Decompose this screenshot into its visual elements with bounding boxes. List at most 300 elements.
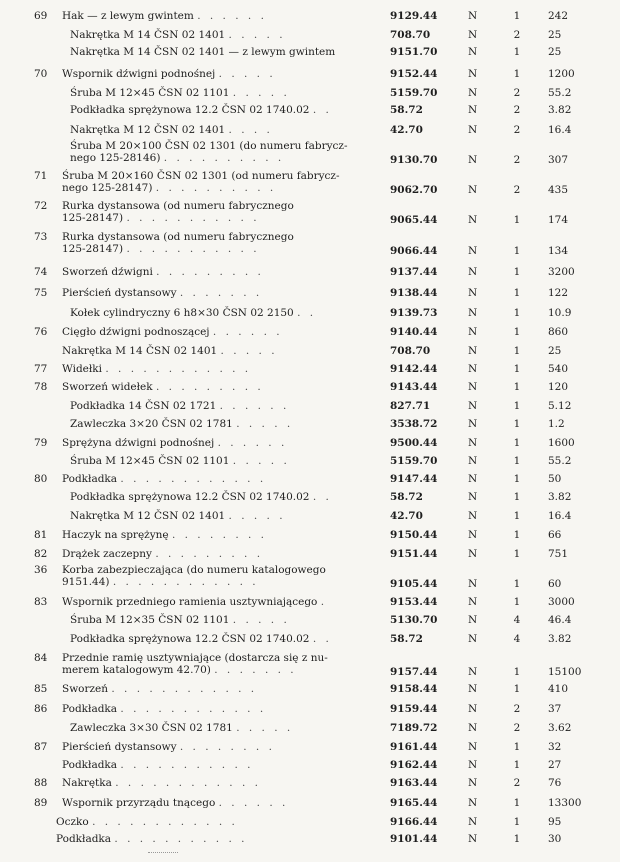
- part-name-text: Korba zabezpieczająca (do numeru katalogowego: [62, 564, 326, 576]
- mass-value: 3200: [548, 266, 575, 278]
- quantity: 2: [513, 104, 521, 116]
- quantity: 1: [513, 245, 521, 257]
- part-name: [70, 104, 332, 116]
- part-name: [62, 683, 257, 695]
- catalog-number: 58.72: [390, 104, 423, 116]
- part-name-text: Podkładka sprężynowa 12.2 ČSN 02 1740.02: [70, 104, 310, 116]
- item-number: 36: [34, 564, 48, 576]
- part-name: [62, 200, 294, 224]
- part-name: [70, 633, 332, 645]
- quantity: 1: [513, 437, 521, 449]
- leader-dots: . . . . . .: [218, 797, 289, 809]
- part-name-text: Śruba M 20×160 ČSN 02 1301 (od numeru fabrycz-: [62, 170, 340, 182]
- part-name-text: Nakrętka M 14 ČSN 02 1401: [62, 345, 218, 357]
- mass-value: 751: [548, 548, 569, 560]
- quantity: 1: [513, 596, 521, 608]
- unit-code: N: [468, 437, 478, 449]
- part-name: [70, 140, 348, 164]
- leader-dots: . . . . . . . . . .: [155, 182, 277, 194]
- mass-value: 37: [548, 703, 562, 715]
- item-number: 71: [34, 170, 48, 182]
- quantity: 1: [513, 307, 521, 319]
- catalog-number: 9101.44: [390, 833, 438, 845]
- unit-code: N: [468, 184, 478, 196]
- unit-code: N: [468, 529, 478, 541]
- part-name: [62, 381, 264, 393]
- leader-dots: . . . . . . . . . . . .: [120, 703, 267, 715]
- leader-dots: . . . . .: [232, 455, 290, 467]
- item-number: 82: [34, 548, 48, 560]
- unit-code: N: [468, 245, 478, 257]
- unit-code: N: [468, 614, 478, 626]
- unit-code: N: [468, 816, 478, 828]
- quantity: 1: [513, 816, 521, 828]
- unit-code: N: [468, 722, 478, 734]
- part-name: [62, 703, 266, 715]
- leader-dots: . .: [312, 633, 332, 645]
- item-number: 76: [34, 326, 48, 338]
- mass-value: 27: [548, 759, 562, 771]
- unit-code: N: [468, 326, 478, 338]
- item-number: 79: [34, 437, 48, 449]
- leader-dots: . . . . . . . . .: [155, 381, 264, 393]
- mass-value: 76: [548, 777, 562, 789]
- unit-code: N: [468, 345, 478, 357]
- quantity: 1: [513, 326, 521, 338]
- mass-value: 860: [548, 326, 569, 338]
- unit-code: N: [468, 418, 478, 430]
- catalog-number: 9105.44: [390, 578, 438, 590]
- mass-value: 66: [548, 529, 562, 541]
- part-name-text: Drążek zaczepny: [62, 548, 152, 560]
- part-name-text: Podkładka: [56, 833, 112, 845]
- part-name: [62, 170, 340, 194]
- mass-value: 410: [548, 683, 569, 695]
- unit-code: N: [468, 510, 478, 522]
- quantity: 2: [513, 29, 521, 41]
- unit-code: N: [468, 633, 478, 645]
- item-number: 80: [34, 473, 48, 485]
- unit-code: N: [468, 381, 478, 393]
- item-number: 72: [34, 200, 48, 212]
- unit-code: N: [468, 124, 478, 136]
- leader-dots: . . . . . . . . .: [156, 266, 264, 278]
- unit-code: N: [468, 46, 478, 58]
- part-name-text: Nakrętka M 14 ČSN 02 1401 — z lewym gwintem: [70, 46, 336, 58]
- leader-dots: . .: [297, 307, 317, 319]
- part-name: [56, 816, 238, 828]
- part-name: [70, 29, 286, 41]
- part-name: [62, 68, 276, 80]
- unit-code: N: [468, 400, 478, 412]
- quantity: 1: [513, 759, 521, 771]
- unit-code: N: [468, 491, 478, 503]
- leader-dots: . . . . . . . . . . . .: [112, 576, 259, 588]
- part-name-text: Nakrętka M 12 ČSN 02 1401: [70, 124, 226, 136]
- part-name-text: Haczyk na sprężynę: [62, 529, 169, 541]
- part-name: [56, 833, 248, 845]
- part-name-text: Zawleczka 3×20 ČSN 02 1781: [70, 418, 233, 430]
- quantity: 2: [513, 703, 521, 715]
- leader-dots: . . . . .: [228, 510, 286, 522]
- unit-code: N: [468, 307, 478, 319]
- unit-code: N: [468, 287, 478, 299]
- leader-dots: . . . . . .: [219, 400, 290, 412]
- mass-value: 50: [548, 473, 562, 485]
- item-number: 70: [34, 68, 48, 80]
- part-name-text: Śruba M 12×35 ČSN 02 1101: [70, 614, 230, 626]
- mass-value: 10.9: [548, 307, 572, 319]
- item-number: 88: [34, 777, 48, 789]
- part-name-text: Zawleczka 3×30 ČSN 02 1781: [70, 722, 233, 734]
- part-name: [62, 345, 278, 357]
- unit-code: N: [468, 266, 478, 278]
- catalog-number: 9138.44: [390, 287, 438, 299]
- part-name: [62, 741, 275, 753]
- part-name: [70, 455, 290, 467]
- part-name-text: Rurka dystansowa (od numeru fabrycznego: [62, 231, 294, 243]
- mass-value: 32: [548, 741, 562, 753]
- quantity: 1: [513, 529, 521, 541]
- unit-code: N: [468, 363, 478, 375]
- catalog-number: 9142.44: [390, 363, 438, 375]
- catalog-number: 5130.70: [390, 614, 438, 626]
- part-name-text: Podkładka: [62, 473, 118, 485]
- part-name: [70, 124, 273, 136]
- catalog-number: 9139.73: [390, 307, 438, 319]
- part-name-text: Śruba M 20×100 ČSN 02 1301 (do numeru fabrycz-: [70, 140, 348, 152]
- unit-code: N: [468, 833, 478, 845]
- part-name-text: Wspornik dźwigni podnośnej: [62, 68, 216, 80]
- part-name-text: Podkładka 14 ČSN 02 1721: [70, 400, 217, 412]
- quantity: 2: [513, 154, 521, 166]
- part-name: [62, 652, 328, 676]
- part-name-text: Sworzeń: [62, 683, 109, 695]
- leader-dots: . . . . .: [220, 345, 278, 357]
- leader-dots: . . . . . . . . . . .: [120, 759, 254, 771]
- page-footer-mark: [148, 852, 178, 856]
- part-name-text: Podkładka sprężynowa 12.2 ČSN 02 1740.02: [70, 633, 310, 645]
- quantity: 1: [513, 10, 521, 22]
- quantity: 1: [513, 491, 521, 503]
- mass-value: 25: [548, 29, 562, 41]
- part-name: [62, 548, 263, 560]
- mass-value: 46.4: [548, 614, 572, 626]
- quantity: 1: [513, 473, 521, 485]
- unit-code: N: [468, 473, 478, 485]
- catalog-number: 9062.70: [390, 184, 438, 196]
- part-name-text: Nakrętka M 12 ČSN 02 1401: [70, 510, 226, 522]
- mass-value: 5.12: [548, 400, 572, 412]
- part-name-continuation: nego 125-28146): [70, 152, 161, 164]
- leader-dots: . . . . . . . . . . . .: [115, 777, 262, 789]
- item-number: 89: [34, 797, 48, 809]
- quantity: 1: [513, 833, 521, 845]
- catalog-number: 9500.44: [390, 437, 438, 449]
- quantity: 1: [513, 46, 521, 58]
- mass-value: 3000: [548, 596, 575, 608]
- unit-code: N: [468, 777, 478, 789]
- catalog-number: 58.72: [390, 491, 423, 503]
- quantity: 4: [513, 633, 521, 645]
- mass-value: 3.82: [548, 104, 572, 116]
- part-name: [62, 266, 264, 278]
- catalog-number: 9152.44: [390, 68, 438, 80]
- leader-dots: . . . . . . . .: [179, 741, 275, 753]
- part-name: [70, 307, 316, 319]
- catalog-number: 9150.44: [390, 529, 438, 541]
- leader-dots: . . . . . . . . . . . .: [105, 363, 252, 375]
- leader-dots: . . . . . . . . . . . .: [92, 816, 238, 828]
- catalog-number: 9161.44: [390, 741, 438, 753]
- catalog-number: 708.70: [390, 345, 431, 357]
- part-name-text: Sprężyna dźwigni podnośnej: [62, 437, 215, 449]
- unit-code: N: [468, 214, 478, 226]
- unit-code: N: [468, 759, 478, 771]
- mass-value: 60: [548, 578, 562, 590]
- catalog-number: 5159.70: [390, 455, 438, 467]
- catalog-number: 9140.44: [390, 326, 438, 338]
- part-name: [62, 529, 267, 541]
- unit-code: N: [468, 596, 478, 608]
- quantity: 2: [513, 124, 521, 136]
- quantity: 1: [513, 68, 521, 80]
- catalog-number: 9065.44: [390, 214, 438, 226]
- part-name-text: Śruba M 12×45 ČSN 02 1101: [70, 87, 230, 99]
- catalog-number: 42.70: [390, 124, 423, 136]
- part-name-continuation: 125-28147): [62, 243, 124, 255]
- part-name-text: Cięgło dźwigni podnoszącej: [62, 326, 210, 338]
- quantity: 1: [513, 287, 521, 299]
- part-name-text: Widełki: [62, 363, 103, 375]
- part-name-text: Rurka dystansowa (od numeru fabrycznego: [62, 200, 294, 212]
- part-name: [70, 722, 293, 734]
- mass-value: 13300: [548, 797, 582, 809]
- part-name: [70, 400, 289, 412]
- item-number: 84: [34, 652, 48, 664]
- leader-dots: . . . . .: [236, 418, 294, 430]
- quantity: 2: [513, 777, 521, 789]
- mass-value: 3.82: [548, 633, 572, 645]
- part-name: [62, 759, 254, 771]
- leader-dots: . . . . . .: [212, 326, 283, 338]
- part-name: [62, 437, 287, 449]
- catalog-number: 827.71: [390, 400, 431, 412]
- catalog-number: 9147.44: [390, 473, 438, 485]
- part-name: [62, 777, 261, 789]
- catalog-number: 7189.72: [390, 722, 438, 734]
- leader-dots: . . . . . . . . . . . .: [120, 473, 267, 485]
- unit-code: N: [468, 578, 478, 590]
- catalog-number: 9151.70: [390, 46, 438, 58]
- part-name-text: Oczko: [56, 816, 89, 828]
- mass-value: 3.82: [548, 491, 572, 503]
- quantity: 1: [513, 400, 521, 412]
- part-name-continuation: 9151.44): [62, 576, 110, 588]
- mass-value: 16.4: [548, 124, 572, 136]
- part-name: [62, 797, 288, 809]
- leader-dots: . . . . . . . . .: [155, 548, 264, 560]
- unit-code: N: [468, 703, 478, 715]
- mass-value: 95: [548, 816, 562, 828]
- leader-dots: . . . . . . .: [179, 287, 263, 299]
- part-name: [70, 614, 290, 626]
- part-name: [62, 326, 283, 338]
- unit-code: N: [468, 683, 478, 695]
- unit-code: N: [468, 68, 478, 80]
- leader-dots: . . . . .: [236, 722, 294, 734]
- unit-code: N: [468, 29, 478, 41]
- unit-code: N: [468, 104, 478, 116]
- quantity: 1: [513, 666, 521, 678]
- catalog-number: 9165.44: [390, 797, 438, 809]
- mass-value: 1200: [548, 68, 575, 80]
- leader-dots: . . . . . . . . . . .: [126, 243, 260, 255]
- part-name: [70, 491, 332, 503]
- quantity: 2: [513, 87, 521, 99]
- quantity: 2: [513, 184, 521, 196]
- mass-value: 15100: [548, 666, 582, 678]
- item-number: 87: [34, 741, 48, 753]
- leader-dots: . . . . . . . . . . . .: [111, 683, 258, 695]
- unit-code: N: [468, 741, 478, 753]
- part-name-text: Hak — z lewym gwintem: [62, 10, 194, 22]
- catalog-number: 58.72: [390, 633, 423, 645]
- part-name: [62, 231, 294, 255]
- catalog-number: 9143.44: [390, 381, 438, 393]
- part-name-continuation: 125-28147): [62, 212, 124, 224]
- leader-dots: . . . . . .: [217, 437, 288, 449]
- part-name-text: Nakrętka M 14 ČSN 02 1401: [70, 29, 226, 41]
- catalog-number: 9066.44: [390, 245, 438, 257]
- part-name: [62, 473, 266, 485]
- leader-dots: .: [320, 596, 328, 608]
- mass-value: 242: [548, 10, 569, 22]
- unit-code: N: [468, 10, 478, 22]
- part-name-text: Pierścień dystansowy: [62, 741, 177, 753]
- part-name: [62, 287, 262, 299]
- quantity: 1: [513, 418, 521, 430]
- unit-code: N: [468, 154, 478, 166]
- quantity: 1: [513, 214, 521, 226]
- leader-dots: . . . . . . . . . . .: [126, 212, 260, 224]
- unit-code: N: [468, 797, 478, 809]
- mass-value: 25: [548, 345, 562, 357]
- mass-value: 120: [548, 381, 569, 393]
- item-number: 81: [34, 529, 48, 541]
- part-name: [70, 418, 293, 430]
- item-number: 77: [34, 363, 48, 375]
- quantity: 1: [513, 345, 521, 357]
- catalog-number: 9159.44: [390, 703, 438, 715]
- leader-dots: . . . . .: [228, 29, 286, 41]
- mass-value: 16.4: [548, 510, 572, 522]
- leader-dots: . . . . .: [218, 68, 276, 80]
- mass-value: 55.2: [548, 455, 572, 467]
- quantity: 1: [513, 683, 521, 695]
- catalog-number: 708.70: [390, 29, 431, 41]
- catalog-number: 9129.44: [390, 10, 438, 22]
- part-name-text: Przednie ramię usztywniające (dostarcza się z nu-: [62, 652, 328, 664]
- item-number: 78: [34, 381, 48, 393]
- part-name-continuation: nego 125-28147): [62, 182, 153, 194]
- part-name: [62, 564, 326, 588]
- leader-dots: . . . . .: [232, 614, 290, 626]
- quantity: 1: [513, 578, 521, 590]
- part-name-text: Wspornik przedniego ramienia usztywniającego: [62, 596, 318, 608]
- catalog-number: 9137.44: [390, 266, 438, 278]
- mass-value: 174: [548, 214, 569, 226]
- mass-value: 122: [548, 287, 569, 299]
- part-name-text: Podkładka: [62, 759, 118, 771]
- leader-dots: . . . . . . .: [214, 664, 297, 676]
- part-name: [70, 510, 286, 522]
- catalog-number: 9151.44: [390, 548, 438, 560]
- unit-code: N: [468, 87, 478, 99]
- leader-dots: . . . . . . . .: [171, 529, 268, 541]
- quantity: 1: [513, 455, 521, 467]
- unit-code: N: [468, 666, 478, 678]
- mass-value: 1.2: [548, 418, 565, 430]
- item-number: 74: [34, 266, 48, 278]
- catalog-number: 9130.70: [390, 154, 438, 166]
- catalog-number: 9163.44: [390, 777, 438, 789]
- quantity: 2: [513, 722, 521, 734]
- quantity: 1: [513, 741, 521, 753]
- leader-dots: . . . . . .: [197, 10, 267, 22]
- leader-dots: . .: [312, 104, 332, 116]
- leader-dots: . . . .: [228, 124, 273, 136]
- part-name: [70, 87, 290, 99]
- mass-value: 435: [548, 184, 569, 196]
- item-number: 83: [34, 596, 48, 608]
- catalog-number: 9166.44: [390, 816, 438, 828]
- part-name-text: Pierścień dystansowy: [62, 287, 177, 299]
- item-number: 86: [34, 703, 48, 715]
- part-name-text: Podkładka: [62, 703, 118, 715]
- part-name: [62, 596, 327, 608]
- leader-dots: . . . . .: [232, 87, 290, 99]
- catalog-number: 5159.70: [390, 87, 438, 99]
- part-name: [62, 363, 251, 375]
- part-name: [70, 46, 335, 58]
- part-name: [62, 10, 267, 22]
- part-name-text: Podkładka sprężynowa 12.2 ČSN 02 1740.02: [70, 491, 310, 503]
- item-number: 69: [34, 10, 48, 22]
- quantity: 1: [513, 548, 521, 560]
- catalog-number: 9157.44: [390, 666, 438, 678]
- mass-value: 55.2: [548, 87, 572, 99]
- part-name-continuation: merem katalogowym 42.70): [62, 664, 211, 676]
- mass-value: 540: [548, 363, 569, 375]
- leader-dots: . . . . . . . . . .: [163, 152, 285, 164]
- unit-code: N: [468, 548, 478, 560]
- mass-value: 134: [548, 245, 569, 257]
- item-number: 85: [34, 683, 48, 695]
- quantity: 1: [513, 510, 521, 522]
- catalog-number: 9158.44: [390, 683, 438, 695]
- part-name-text: Śruba M 12×45 ČSN 02 1101: [70, 455, 230, 467]
- part-name-text: Sworzeń dźwigni: [62, 266, 153, 278]
- quantity: 1: [513, 381, 521, 393]
- leader-dots: . .: [312, 491, 332, 503]
- item-number: 75: [34, 287, 48, 299]
- mass-value: 25: [548, 46, 562, 58]
- unit-code: N: [468, 455, 478, 467]
- catalog-number: 42.70: [390, 510, 423, 522]
- leader-dots: . . . . . . . . . . .: [114, 833, 248, 845]
- mass-value: 30: [548, 833, 562, 845]
